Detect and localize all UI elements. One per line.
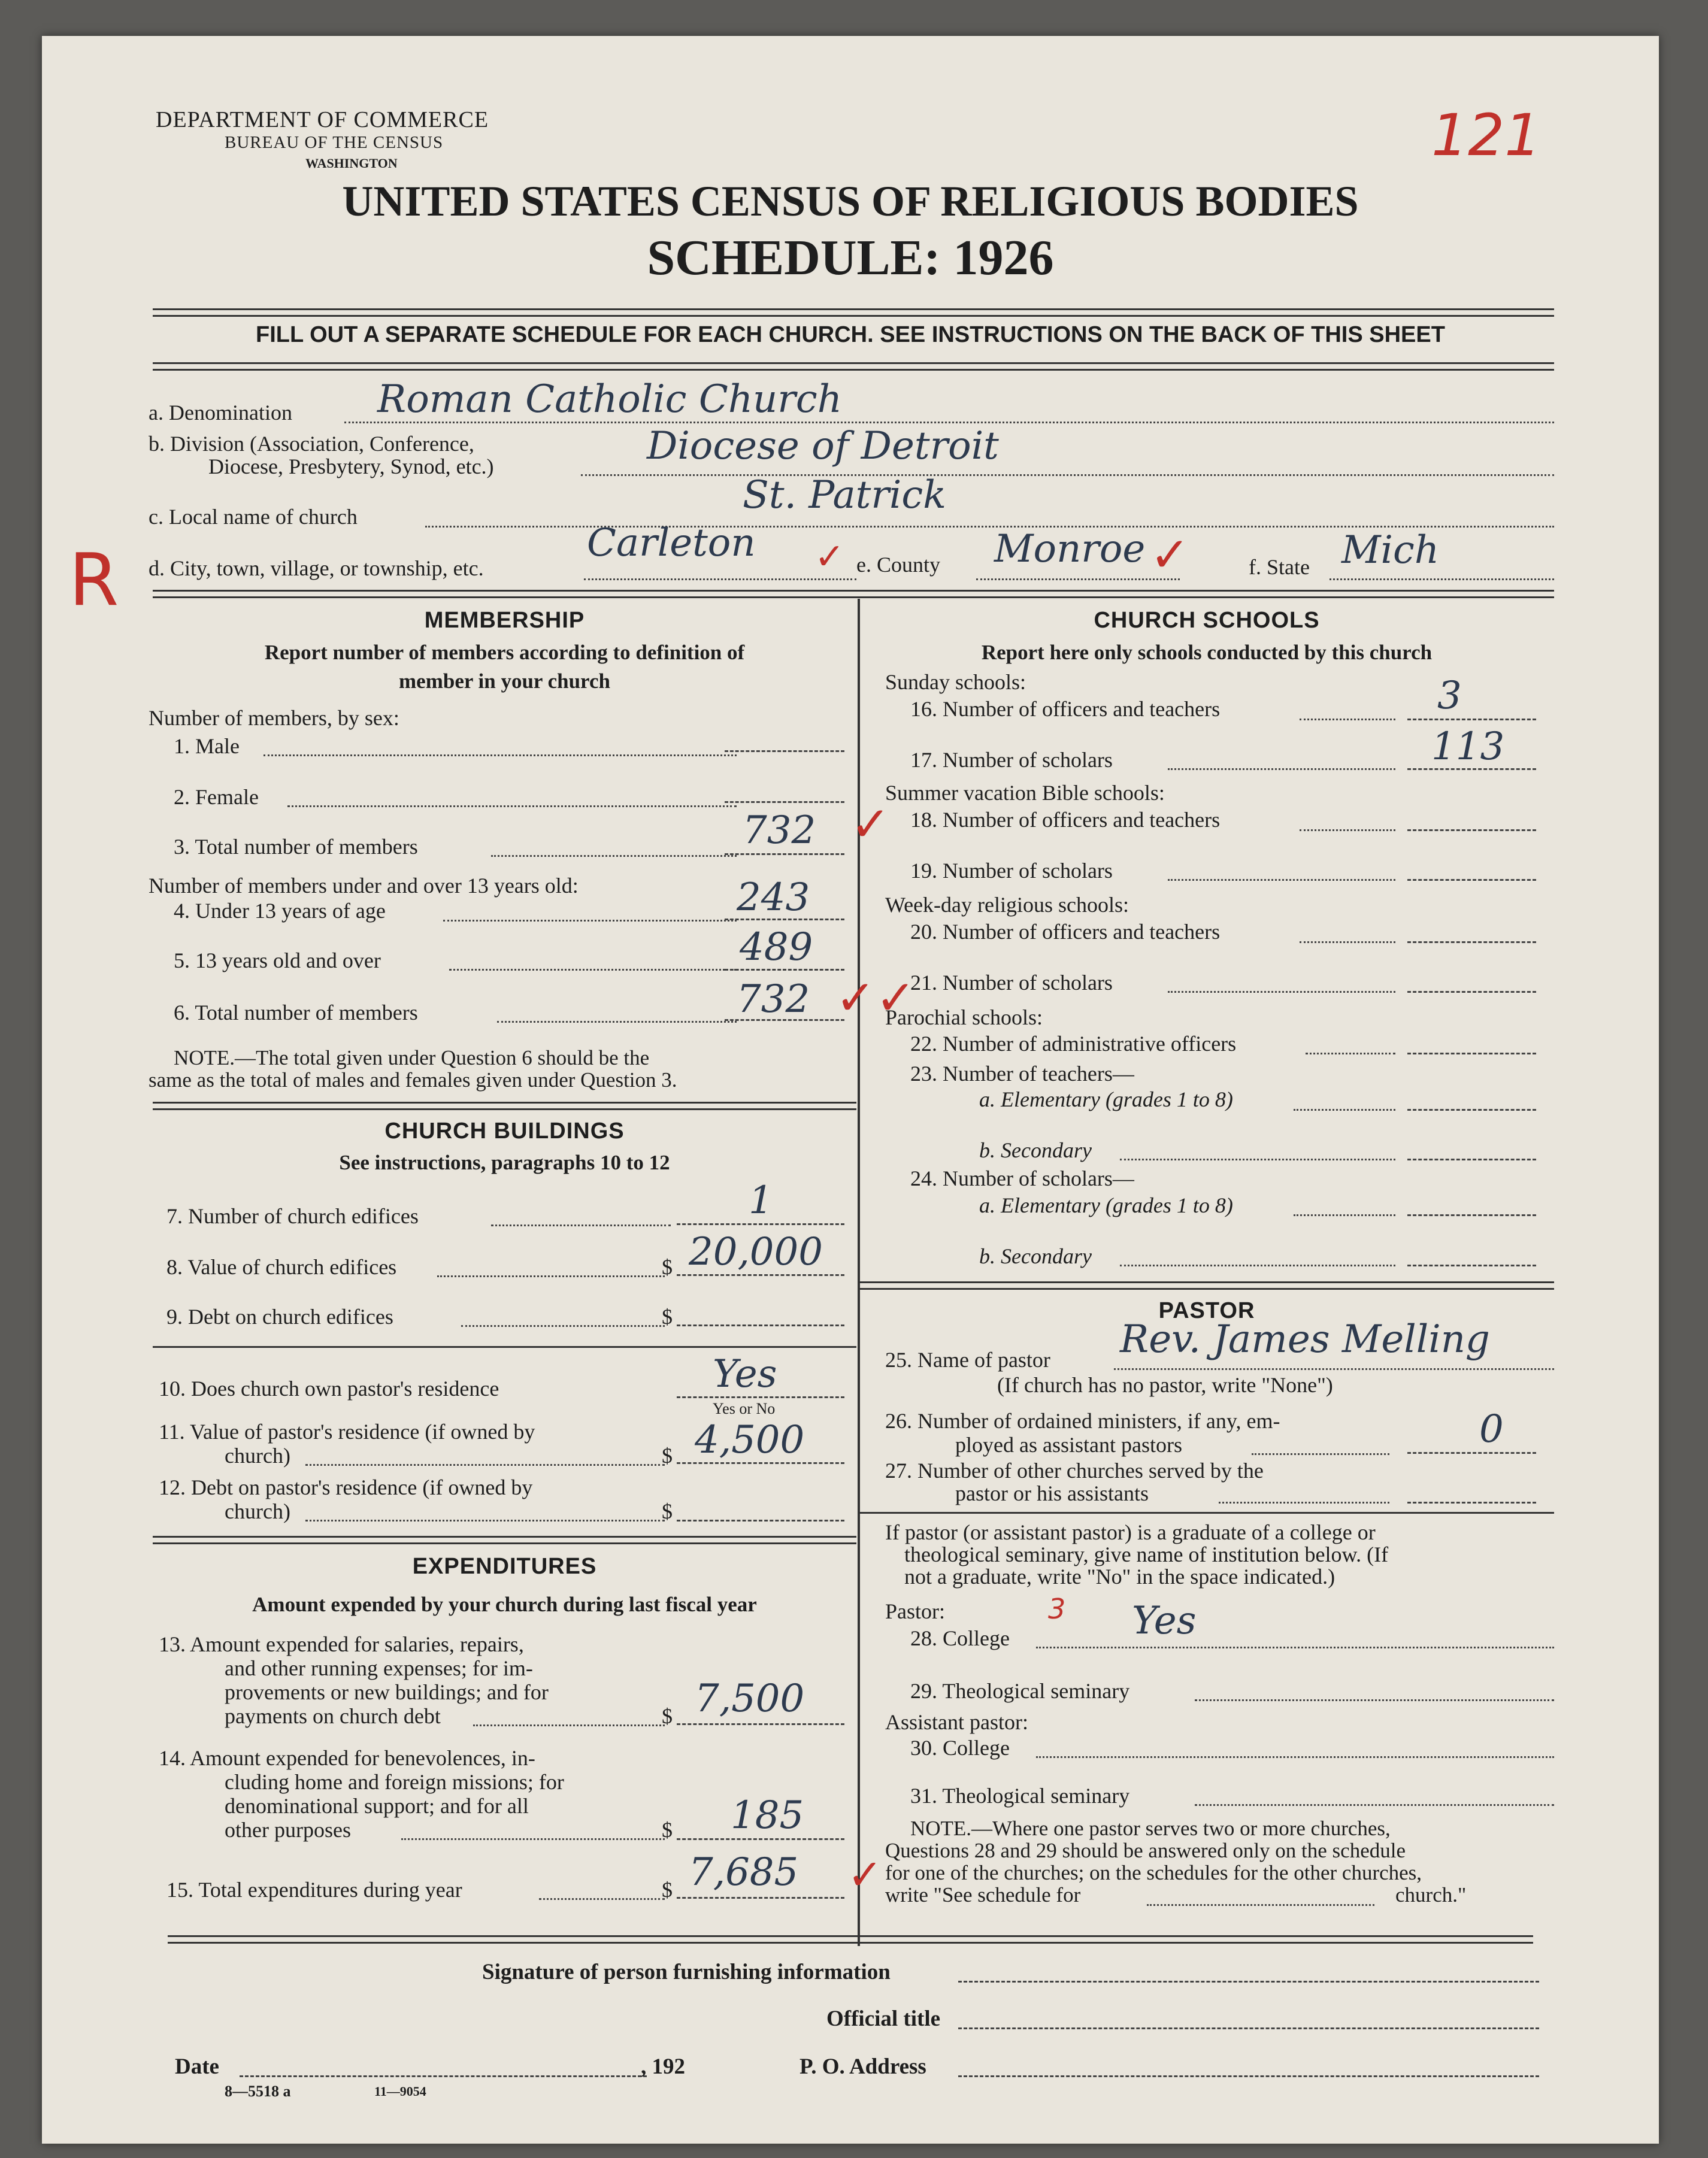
q16-label: 16. Number of officers and teachers — [910, 697, 1221, 721]
q22-dots — [1306, 1053, 1395, 1054]
q20-answer-line — [1407, 941, 1536, 943]
division-line — [581, 474, 1554, 476]
pastor-title: PASTOR — [1158, 1298, 1255, 1323]
q10-value: Yes — [713, 1352, 777, 1396]
q14-label-3: denominational support; and for all — [225, 1794, 529, 1818]
q3-value: 732 — [743, 808, 816, 853]
members-by-age-label: Number of members under and over 13 years old: — [149, 874, 579, 898]
q31-label: 31. Theological seminary — [910, 1784, 1130, 1808]
pastor-note-4b: church." — [1395, 1883, 1467, 1907]
q21-label: 21. Number of scholars — [910, 971, 1113, 995]
dollar-sign: $ — [662, 1704, 673, 1728]
q25-note: (If church has no pastor, write "None") — [997, 1373, 1333, 1397]
q29-line — [1195, 1699, 1554, 1701]
official-title-line — [958, 2027, 1539, 2029]
q24b-answer-line — [1407, 1265, 1536, 1266]
buildings-title: CHURCH BUILDINGS — [384, 1119, 625, 1144]
dollar-sign: $ — [662, 1444, 673, 1468]
membership-note-1: NOTE.—The total given under Question 6 should be the — [174, 1046, 650, 1069]
divider — [153, 362, 1554, 371]
q25-line — [1114, 1368, 1554, 1370]
schools-subtitle: Report here only schools conducted by this church — [981, 641, 1433, 664]
pastor-subheading: Pastor: — [885, 1599, 946, 1623]
q18-answer-line — [1407, 829, 1536, 831]
q23b-label: b. Secondary — [979, 1138, 1092, 1162]
q23-label: 23. Number of teachers— — [910, 1062, 1134, 1086]
q4-dots — [443, 920, 737, 922]
q3-answer-line — [725, 853, 844, 855]
q11-label-1: 11. Value of pastor's residence (if owned by — [159, 1420, 535, 1444]
signature-line — [958, 1981, 1539, 1983]
q26-value: 0 — [1479, 1407, 1504, 1451]
official-title-label: Official title — [826, 2007, 941, 2031]
q27-label-2: pastor or his assistants — [955, 1481, 1149, 1505]
q11-value: 4,500 — [695, 1418, 805, 1462]
divider — [859, 1512, 1554, 1514]
q24b-label: b. Secondary — [979, 1244, 1092, 1268]
denomination-value: Roman Catholic Church — [377, 377, 842, 422]
q13-value: 7,500 — [695, 1677, 805, 1721]
q27-label-1: 27. Number of other churches served by the — [885, 1459, 1264, 1483]
q1-label: 1. Male — [174, 734, 240, 758]
q24a-answer-line — [1407, 1214, 1536, 1216]
graduate-instruction-3: not a graduate, write "No" in the space indicated.) — [904, 1565, 1335, 1589]
q14-value: 185 — [731, 1793, 804, 1838]
q23b-answer-line — [1407, 1159, 1536, 1160]
college-mark: 3 — [1048, 1593, 1066, 1625]
divider — [153, 308, 1554, 317]
q16-value: 3 — [1437, 674, 1462, 718]
local-name-value: St. Patrick — [743, 473, 946, 517]
dollar-sign: $ — [662, 1878, 673, 1902]
weekday-schools-label: Week-day religious schools: — [885, 893, 1129, 917]
q9-dots — [461, 1325, 665, 1327]
q6-label: 6. Total number of members — [174, 1001, 418, 1025]
q24b-dots — [1120, 1265, 1395, 1266]
q19-dots — [1168, 879, 1395, 881]
q31-line — [1195, 1804, 1554, 1806]
bureau-name: BUREAU OF THE CENSUS — [225, 133, 444, 152]
form-number: 8—5518 a — [225, 2083, 291, 2100]
q28-value: Yes — [1132, 1599, 1197, 1643]
q25-value: Rev. James Melling — [1120, 1317, 1490, 1362]
q27-dots — [1219, 1502, 1389, 1504]
q24a-label: a. Elementary (grades 1 to 8) — [979, 1193, 1233, 1217]
q9-label: 9. Debt on church edifices — [166, 1305, 393, 1329]
county-line — [976, 578, 1180, 580]
date-label: Date — [175, 2054, 219, 2079]
q7-value: 1 — [749, 1178, 773, 1223]
q7-answer-line — [677, 1223, 844, 1225]
q14-label-1: 14. Amount expended for benevolences, in- — [159, 1746, 535, 1770]
county-label: e. County — [856, 553, 940, 577]
membership-note-2: same as the total of males and females given under Question 3. — [149, 1068, 677, 1092]
denomination-label: a. Denomination — [149, 401, 292, 425]
q20-label: 20. Number of officers and teachers — [910, 920, 1221, 944]
print-number: 11—9054 — [374, 2084, 426, 2099]
q8-dots — [437, 1275, 665, 1277]
q13-answer-line — [677, 1723, 844, 1725]
po-address-label: P. O. Address — [800, 2054, 926, 2079]
department-name: DEPARTMENT OF COMMERCE — [156, 107, 489, 132]
q14-dots — [401, 1838, 665, 1840]
q3-label: 3. Total number of members — [174, 835, 418, 859]
q10-label: 10. Does church own pastor's residence — [159, 1377, 499, 1401]
q1-answer-line — [725, 750, 844, 752]
q14-label-4: other purposes — [225, 1818, 351, 1842]
expenditures-subtitle: Amount expended by your church during last fiscal year — [252, 1593, 757, 1616]
q21-answer-line — [1407, 991, 1536, 993]
q13-label-3: provements or new buildings; and for — [225, 1680, 549, 1704]
assistant-pastor-subheading: Assistant pastor: — [885, 1710, 1028, 1734]
q15-label: 15. Total expenditures during year — [166, 1878, 462, 1902]
q24a-dots — [1294, 1214, 1395, 1216]
q12-answer-line — [677, 1520, 844, 1521]
q16-dots — [1300, 719, 1395, 720]
margin-r-mark: R — [69, 539, 119, 622]
q26-label-1: 26. Number of ordained ministers, if any, em- — [885, 1409, 1280, 1433]
form-title: UNITED STATES CENSUS OF RELIGIOUS BODIES — [342, 177, 1359, 225]
year-label: , 192 — [641, 2054, 685, 2079]
buildings-subtitle: See instructions, paragraphs 10 to 12 — [339, 1151, 670, 1174]
q7-dots — [491, 1225, 671, 1226]
yes-or-no-caption: Yes or No — [713, 1400, 776, 1417]
q28-label: 28. College — [910, 1626, 1010, 1650]
expenditures-title: EXPENDITURES — [412, 1554, 597, 1579]
q8-answer-line — [677, 1274, 844, 1276]
dollar-sign: $ — [662, 1305, 673, 1329]
q2-dots — [287, 805, 737, 807]
q3-dots — [491, 855, 737, 857]
division-label-line2: Diocese, Presbytery, Synod, etc.) — [208, 454, 494, 478]
q22-label: 22. Number of administrative officers — [910, 1032, 1237, 1056]
q2-label: 2. Female — [174, 785, 259, 809]
q12-label-1: 12. Debt on pastor's residence (if owned by — [159, 1475, 533, 1499]
pastor-note-2: Questions 28 and 29 should be answered only on the schedule — [885, 1839, 1406, 1862]
denomination-line — [344, 422, 1554, 423]
q23a-label: a. Elementary (grades 1 to 8) — [979, 1087, 1233, 1111]
membership-subtitle-2: member in your church — [399, 669, 610, 693]
city-name: WASHINGTON — [305, 156, 398, 171]
q28-line — [1036, 1647, 1554, 1648]
q9-answer-line — [677, 1324, 844, 1326]
q12-label-2: church) — [225, 1499, 290, 1523]
checkmark: ✓ — [814, 536, 845, 578]
q25-label: 25. Name of pastor — [885, 1348, 1050, 1372]
q19-label: 19. Number of scholars — [910, 859, 1113, 883]
q24-label: 24. Number of scholars— — [910, 1166, 1134, 1190]
city-value: Carleton — [587, 521, 756, 565]
q11-answer-line — [677, 1462, 844, 1464]
q13-label-1: 13. Amount expended for salaries, repairs, — [159, 1632, 524, 1656]
q13-dots — [473, 1724, 665, 1726]
q12-dots — [305, 1520, 665, 1521]
dollar-sign: $ — [662, 1818, 673, 1842]
q6-dots — [497, 1021, 737, 1023]
q30-label: 30. College — [910, 1736, 1010, 1760]
membership-title: MEMBERSHIP — [424, 608, 585, 633]
q18-label: 18. Number of officers and teachers — [910, 808, 1221, 832]
q16-answer-line — [1407, 719, 1536, 720]
city-label: d. City, town, village, or township, etc. — [149, 556, 484, 580]
dollar-sign: $ — [662, 1255, 673, 1279]
q4-value: 243 — [737, 875, 810, 920]
q10-answer-line — [677, 1396, 844, 1398]
instruction-line: FILL OUT A SEPARATE SCHEDULE FOR EACH CHURCH. SEE INSTRUCTIONS ON THE BACK OF THIS SHEET — [256, 322, 1445, 347]
q8-label: 8. Value of church edifices — [166, 1255, 397, 1279]
q15-answer-line — [677, 1897, 844, 1899]
state-line — [1330, 578, 1554, 580]
parochial-schools-label: Parochial schools: — [885, 1005, 1043, 1029]
schedule-title: SCHEDULE: 1926 — [647, 230, 1054, 286]
sunday-schools-label: Sunday schools: — [885, 670, 1026, 694]
q17-value: 113 — [1431, 725, 1505, 769]
q17-label: 17. Number of scholars — [910, 748, 1113, 772]
checkmark: ✓ — [850, 796, 891, 852]
divider — [168, 1935, 1533, 1944]
q27-answer-line — [1407, 1502, 1536, 1504]
q11-dots — [305, 1464, 665, 1466]
q4-label: 4. Under 13 years of age — [174, 899, 386, 923]
state-value: Mich — [1341, 528, 1440, 572]
checkmark: ✓ — [847, 1850, 883, 1899]
q15-dots — [539, 1898, 665, 1900]
q13-label-4: payments on church debt — [225, 1704, 441, 1728]
q13-label-2: and other running expenses; for im- — [225, 1656, 533, 1680]
q17-dots — [1168, 768, 1395, 770]
checkmark: ✓✓ — [835, 970, 916, 1026]
state-label: f. State — [1249, 555, 1310, 579]
q5-value: 489 — [740, 925, 813, 969]
q6-value: 732 — [737, 977, 810, 1022]
q18-dots — [1300, 829, 1395, 831]
q23b-dots — [1120, 1159, 1395, 1160]
q8-value: 20,000 — [689, 1230, 823, 1274]
divider — [153, 1346, 856, 1348]
pastor-note-line — [1147, 1904, 1374, 1906]
q29-label: 29. Theological seminary — [910, 1679, 1130, 1703]
pastor-note-1: NOTE.—Where one pastor serves two or more churches, — [910, 1817, 1391, 1840]
divider — [153, 1536, 856, 1544]
q14-label-2: cluding home and foreign missions; for — [225, 1770, 564, 1794]
division-label-line1: b. Division (Association, Conference, — [149, 432, 474, 456]
summer-schools-label: Summer vacation Bible schools: — [885, 781, 1165, 805]
graduate-instruction-1: If pastor (or assistant pastor) is a graduate of a college or — [885, 1520, 1376, 1544]
q26-answer-line — [1407, 1452, 1536, 1454]
q26-label-2: ployed as assistant pastors — [955, 1433, 1182, 1457]
membership-subtitle-1: Report number of members according to definition of — [264, 641, 745, 664]
divider — [153, 1102, 856, 1110]
q2-answer-line — [725, 801, 844, 803]
q20-dots — [1300, 941, 1395, 943]
q26-dots — [1252, 1453, 1389, 1455]
date-line — [240, 2075, 647, 2077]
q1-dots — [264, 754, 737, 756]
dollar-sign: $ — [662, 1499, 673, 1523]
q23a-dots — [1294, 1109, 1395, 1111]
county-value: Monroe — [994, 527, 1146, 571]
checkmark: ✓ — [1150, 527, 1191, 583]
pastor-note-3: for one of the churches; on the schedules for the other churches, — [885, 1861, 1422, 1884]
q22-answer-line — [1407, 1053, 1536, 1054]
q19-answer-line — [1407, 879, 1536, 881]
signature-label: Signature of person furnishing information — [482, 1960, 891, 1984]
q30-line — [1036, 1756, 1554, 1758]
divider — [153, 590, 1554, 598]
q23a-answer-line — [1407, 1109, 1536, 1111]
local-name-label: c. Local name of church — [149, 505, 358, 529]
q11-label-2: church) — [225, 1444, 290, 1468]
members-by-sex-label: Number of members, by sex: — [149, 706, 399, 730]
q14-answer-line — [677, 1838, 844, 1840]
divider — [859, 1281, 1554, 1290]
graduate-instruction-2: theological seminary, give name of institution below. (If — [904, 1542, 1389, 1566]
q21-dots — [1168, 991, 1395, 993]
page-number-mark: 121 — [1431, 102, 1542, 169]
q15-value: 7,685 — [689, 1850, 799, 1895]
schools-title: CHURCH SCHOOLS — [1094, 608, 1320, 633]
q5-label: 5. 13 years old and over — [174, 948, 381, 972]
census-form-sheet — [42, 36, 1659, 2144]
pastor-note-4: write "See schedule for — [885, 1883, 1081, 1907]
division-value: Diocese of Detroit — [647, 424, 999, 468]
q7-label: 7. Number of church edifices — [166, 1204, 419, 1228]
q5-dots — [449, 969, 737, 971]
po-address-line — [958, 2075, 1539, 2077]
city-line — [584, 578, 856, 580]
